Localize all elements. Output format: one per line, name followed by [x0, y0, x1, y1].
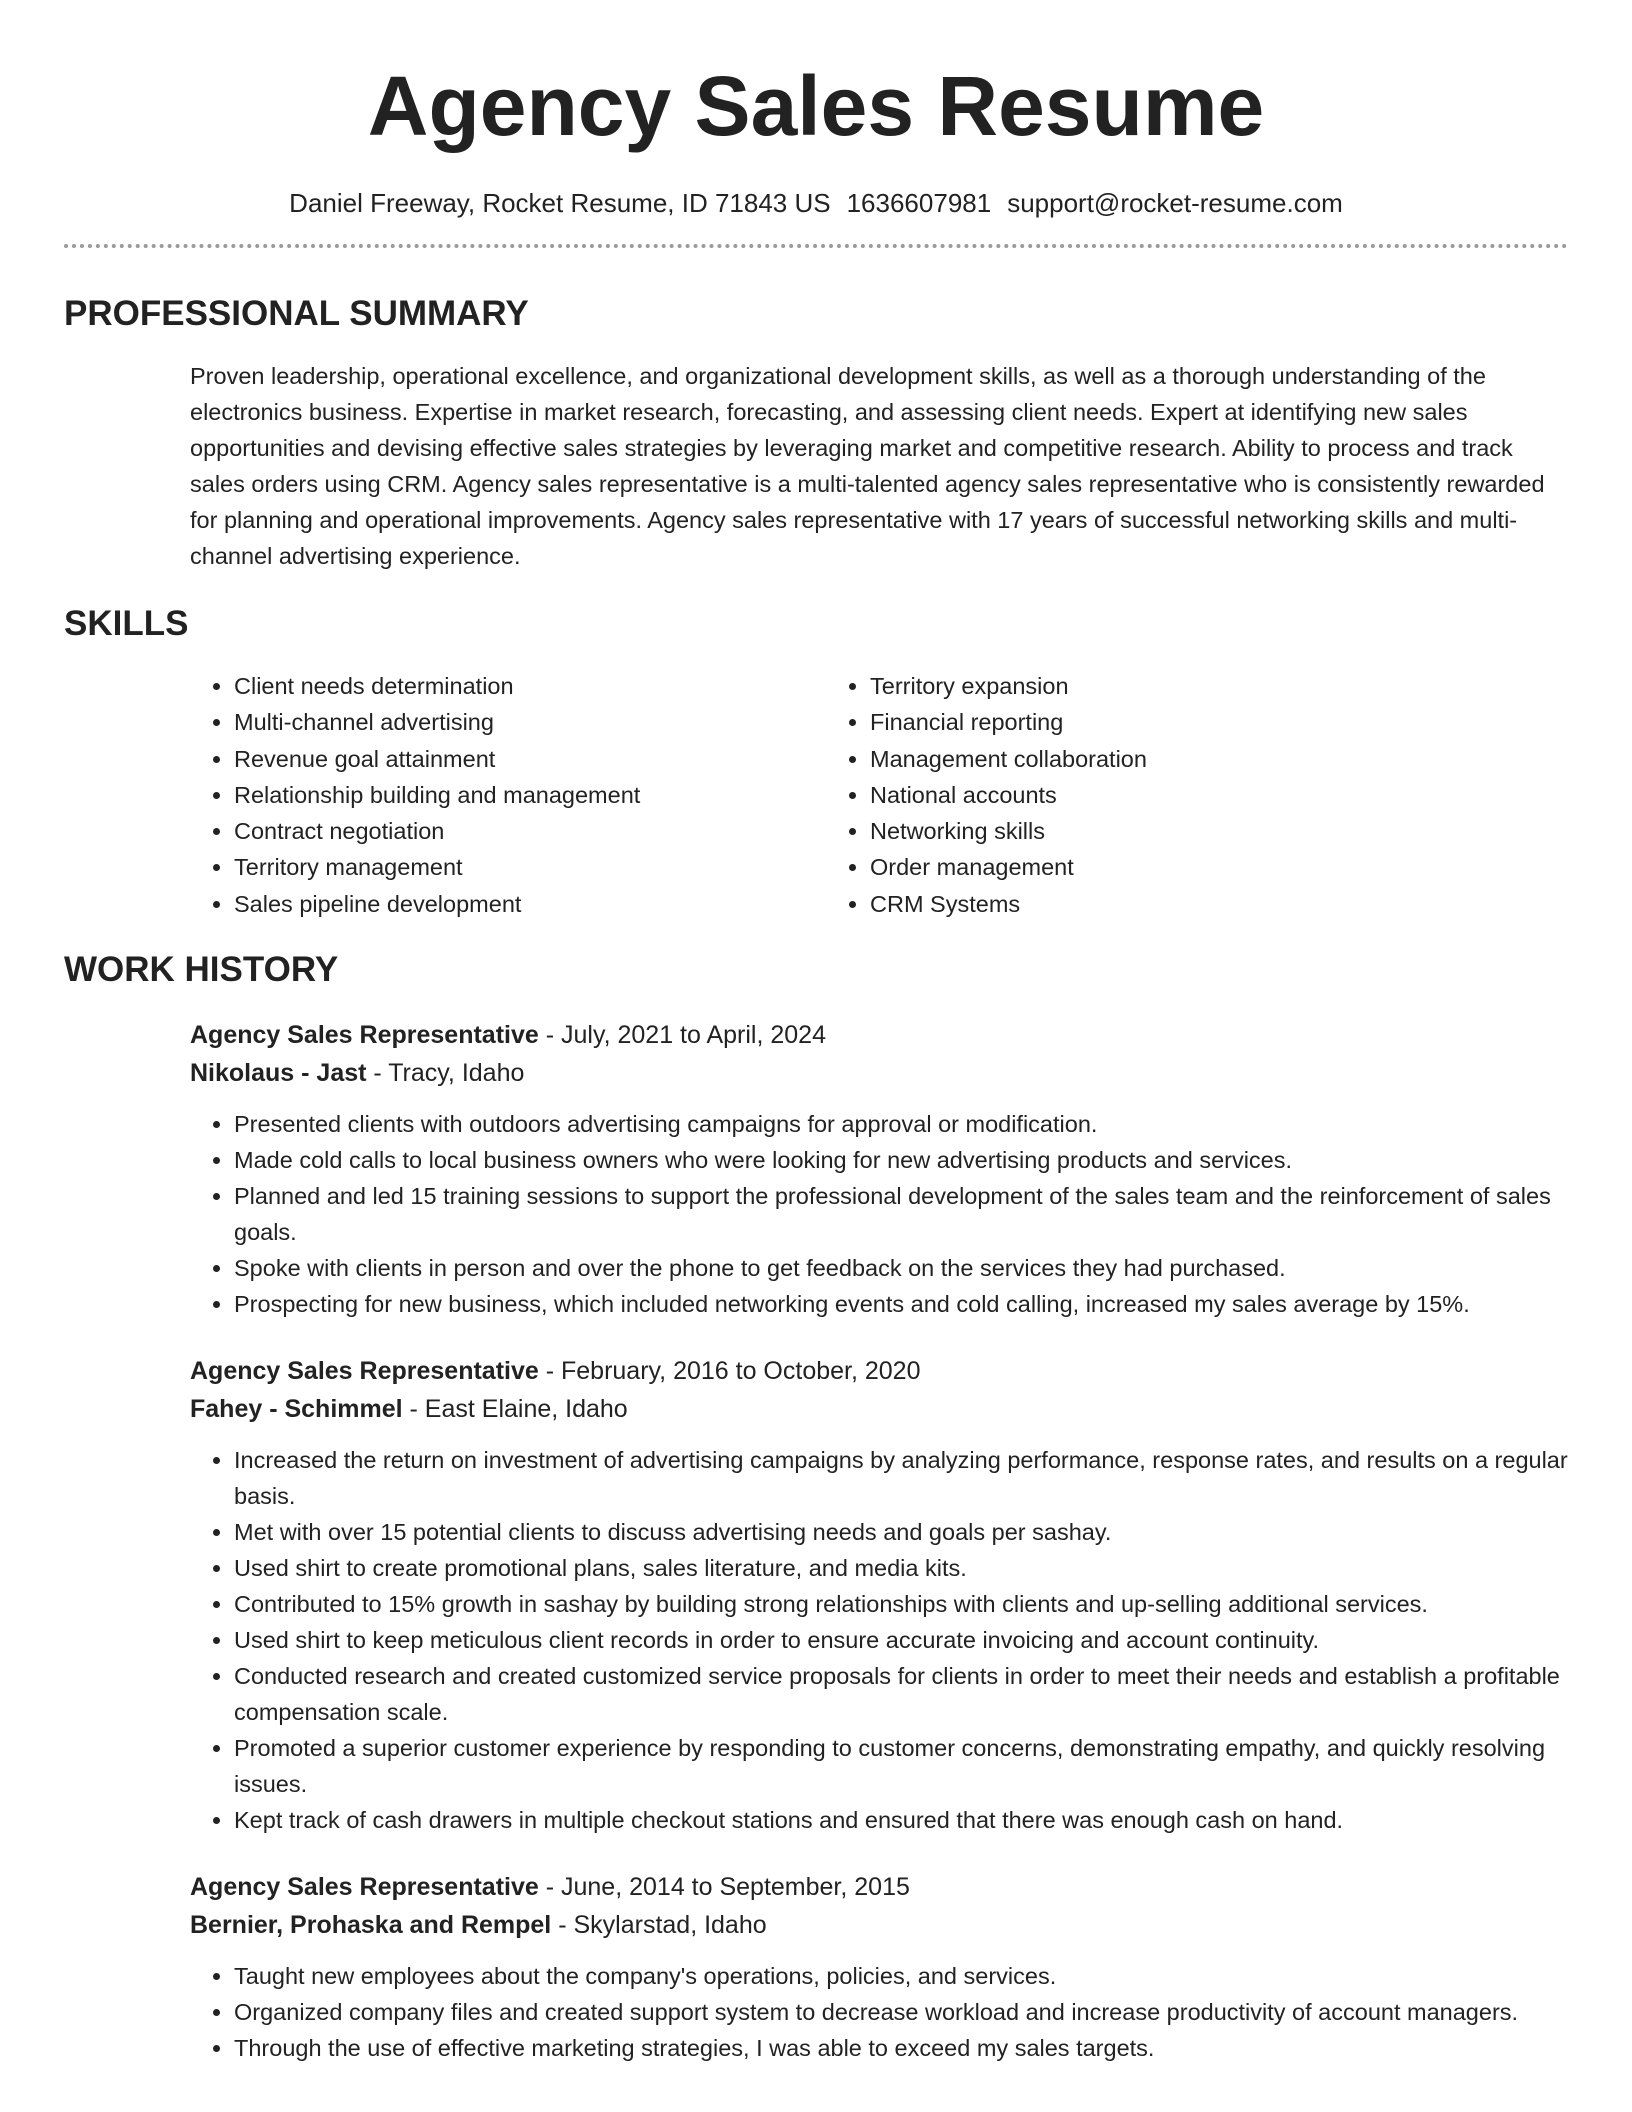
job-company: Nikolaus - Jast [190, 1059, 367, 1088]
job-title-line [190, 1352, 1568, 1390]
skills-columns [190, 668, 1568, 922]
job-bullet: • Planned and led 15 training sessions to support the professional development of the sales team and the reinforcement of sales goals. [234, 1178, 1568, 1250]
contact-email: support@rocket-resume.com [1007, 188, 1343, 218]
job-bullet: • Taught new employees about the company's operations, policies, and services. [234, 1958, 1568, 1994]
skill-item: • Contract negotiation [234, 813, 826, 849]
skill-item: • Client needs determination [234, 668, 826, 704]
job-bullet: • Through the use of effective marketing strategies, I was able to exceed my sales targets. [234, 2030, 1568, 2066]
job-title-line [190, 1016, 1568, 1054]
skill-item: • Revenue goal attainment [234, 741, 826, 777]
skill-item: • Multi-channel advertising [234, 704, 826, 740]
job-bullet: • Met with over 15 potential clients to discuss advertising needs and goals per sashay. [234, 1514, 1568, 1550]
skill-item: • National accounts [870, 777, 1147, 813]
job-bullet: • Organized company files and created support system to decrease workload and increase productivity of account managers. [234, 1994, 1568, 2030]
skill-item: • Territory expansion [870, 668, 1147, 704]
skill-item: • Order management [870, 849, 1147, 885]
job-dates: - June, 2014 to September, 2015 [538, 1873, 910, 1902]
job-bullet: • Used shirt to keep meticulous client records in order to ensure accurate invoicing and account continuity. [234, 1622, 1568, 1658]
skill-item: • Relationship building and management [234, 777, 826, 813]
skill-item: • Territory management [234, 849, 826, 885]
job-bullet: • Increased the return on investment of advertising campaigns by analyzing performance, response rates, and results on a regular basis. [234, 1442, 1568, 1514]
job-title-line [190, 1868, 1568, 1906]
job-bullet: • Presented clients with outdoors advertising campaigns for approval or modification. [234, 1106, 1568, 1142]
job-dates: - July, 2021 to April, 2024 [538, 1021, 826, 1050]
skills-heading: SKILLS [64, 604, 189, 643]
job-entry [190, 1352, 1568, 1838]
contact-address: Daniel Freeway, Rocket Resume, ID 71843 US [289, 188, 831, 218]
job-bullet: • Used shirt to create promotional plans, sales literature, and media kits. [234, 1550, 1568, 1586]
job-entry [190, 1868, 1568, 2066]
job-title: Agency Sales Representative [190, 1873, 539, 1902]
job-bullet: • Prospecting for new business, which included networking events and cold calling, increased my sales average by 15%. [234, 1286, 1568, 1322]
skill-item: • Financial reporting [870, 704, 1147, 740]
skill-item: • Sales pipeline development [234, 886, 826, 922]
job-bullet: • Conducted research and created customized service proposals for clients in order to meet their needs and establish a profitable compensation scale. [234, 1658, 1568, 1730]
job-bullet: • Made cold calls to local business owners who were looking for new advertising products and services. [234, 1142, 1568, 1178]
job-company-line [190, 1906, 1568, 1944]
job-bullet: • Spoke with clients in person and over the phone to get feedback on the services they had purchased. [234, 1250, 1568, 1286]
job-company: Fahey - Schimmel [190, 1395, 403, 1424]
work-history-heading: WORK HISTORY [64, 950, 339, 990]
job-company-line [190, 1054, 1568, 1092]
job-dates: - February, 2016 to October, 2020 [538, 1357, 921, 1386]
contact-phone: 1636607981 [846, 188, 992, 218]
header-divider [64, 244, 1568, 248]
job-entry [190, 1016, 1568, 1322]
skill-item: • Management collaboration [870, 741, 1147, 777]
resume-title: Agency Sales Resume [367, 59, 1265, 153]
skills-left-column [190, 668, 826, 922]
job-bullet: • Promoted a superior customer experience by responding to customer concerns, demonstrating empathy, and quickly resolving issues. [234, 1730, 1568, 1802]
job-company-line [190, 1390, 1568, 1428]
job-location: - Tracy, Idaho [366, 1059, 525, 1088]
skills-right-column [826, 668, 1147, 922]
job-location: - Skylarstad, Idaho [551, 1911, 767, 1940]
job-title: Agency Sales Representative [190, 1357, 539, 1386]
job-location: - East Elaine, Idaho [402, 1395, 628, 1424]
job-title: Agency Sales Representative [190, 1021, 539, 1050]
job-bullets [190, 1106, 1568, 1322]
skill-item: • Networking skills [870, 813, 1147, 849]
job-company: Bernier, Prohaska and Rempel [190, 1911, 552, 1940]
job-bullet: • Kept track of cash drawers in multiple checkout stations and ensured that there was enough cash on hand. [234, 1802, 1568, 1838]
summary-text: Proven leadership, operational excellence, and organizational development skills, as well as a thorough understanding of the electronics business. Expertise in market research, forecasting, and assessing client needs. Expert at identifying new sales opportunities and devising effective sales strategies by leveraging market and competitive research. Ability to process and track sales orders using CRM. Agency sales representative is a multi-talented agency sales representative who is consistently rewarded for planning and operational improvements. Agency sales representative with 17 years of successful networking skills and multi-channel advertising experience. [190, 363, 1545, 569]
job-bullets [190, 1442, 1568, 1838]
skill-item: • CRM Systems [870, 886, 1147, 922]
job-bullet: • Contributed to 15% growth in sashay by building strong relationships with clients and up-selling additional services. [234, 1586, 1568, 1622]
summary-heading: PROFESSIONAL SUMMARY [64, 294, 529, 333]
job-bullets [190, 1958, 1568, 2066]
contact-line [64, 186, 1568, 220]
